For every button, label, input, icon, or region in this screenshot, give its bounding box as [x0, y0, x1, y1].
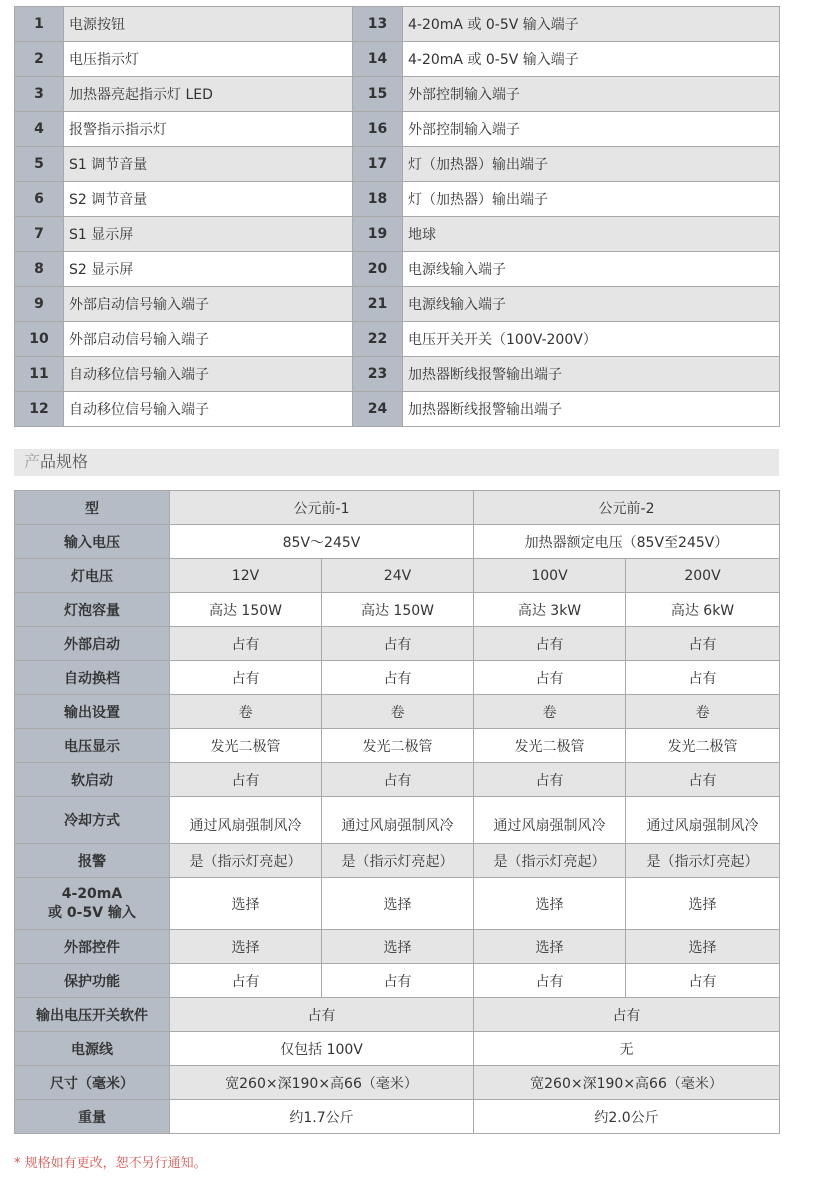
- terminal-row: [15, 7, 780, 42]
- terminal-row: [15, 252, 780, 287]
- spec-value: 占有: [322, 964, 474, 998]
- spec-value: 85V～245V: [170, 525, 474, 559]
- spec-label: 保护功能: [15, 964, 170, 998]
- spec-label: [15, 878, 170, 930]
- spec-row-external-start: [15, 627, 780, 661]
- spec-row-bulb-capacity: [15, 593, 780, 627]
- spec-value: 公元前-2: [474, 491, 780, 525]
- spec-value: 100V: [474, 559, 626, 593]
- spec-label: 尺寸（毫米）: [15, 1066, 170, 1100]
- spec-value: 公元前-1: [170, 491, 474, 525]
- terminal-description: 加热器断线报警输出端子: [403, 392, 780, 427]
- spec-label: 软启动: [15, 763, 170, 797]
- terminal-number: 7: [15, 217, 64, 252]
- terminal-row: [15, 42, 780, 77]
- spec-row-weight: [15, 1100, 780, 1134]
- terminal-description: 外部启动信号输入端子: [64, 287, 353, 322]
- terminal-number: 11: [15, 357, 64, 392]
- terminal-description: 4-20mA 或 0-5V 输入端子: [403, 42, 780, 77]
- spec-value: 占有: [626, 964, 780, 998]
- terminal-description: 电源线输入端子: [403, 252, 780, 287]
- spec-label: 型: [15, 491, 170, 525]
- spec-row-protection: [15, 964, 780, 998]
- spec-value: 是（指示灯亮起）: [322, 844, 474, 878]
- terminal-description: 报警指示指示灯: [64, 112, 353, 147]
- spec-label: 输入电压: [15, 525, 170, 559]
- spec-value: 通过风扇强制风冷: [474, 797, 626, 844]
- terminal-row: [15, 392, 780, 427]
- terminal-description: S2 显示屏: [64, 252, 353, 287]
- terminal-description: 电压指示灯: [64, 42, 353, 77]
- spec-value: 24V: [322, 559, 474, 593]
- terminal-row: [15, 112, 780, 147]
- spec-value: 发光二极管: [322, 729, 474, 763]
- spec-value: 选择: [170, 930, 322, 964]
- spec-row-external-control: [15, 930, 780, 964]
- spec-value: 是（指示灯亮起）: [170, 844, 322, 878]
- spec-value: 高达 3kW: [474, 593, 626, 627]
- spec-row-lamp-voltage: [15, 559, 780, 593]
- terminal-number: 1: [15, 7, 64, 42]
- terminal-number: 13: [353, 7, 403, 42]
- terminal-description: 灯（加热器）输出端子: [403, 147, 780, 182]
- terminal-description: 外部控制输入端子: [403, 112, 780, 147]
- spec-value: 发光二极管: [170, 729, 322, 763]
- spec-row-output-switch: [15, 998, 780, 1032]
- spec-row-model: [15, 491, 780, 525]
- terminal-description: 电源按钮: [64, 7, 353, 42]
- spec-value: 占有: [322, 763, 474, 797]
- terminal-number: 21: [353, 287, 403, 322]
- spec-label: 冷却方式: [15, 797, 170, 844]
- spec-value: 200V: [626, 559, 780, 593]
- spec-row-size: [15, 1066, 780, 1100]
- terminal-row: [15, 77, 780, 112]
- spec-value: 加热器额定电压（85V至245V）: [474, 525, 780, 559]
- spec-value: 宽260×深190×高66（毫米）: [170, 1066, 474, 1100]
- spec-row-input-voltage: [15, 525, 780, 559]
- spec-value: 占有: [626, 661, 780, 695]
- spec-value: 约1.7公斤: [170, 1100, 474, 1134]
- terminal-number: 14: [353, 42, 403, 77]
- spec-value: 卷: [170, 695, 322, 729]
- spec-value: 占有: [474, 998, 780, 1032]
- spec-label: 外部启动: [15, 627, 170, 661]
- terminal-description: 4-20mA 或 0-5V 输入端子: [403, 7, 780, 42]
- spec-value: 占有: [626, 763, 780, 797]
- spec-value: 是（指示灯亮起）: [626, 844, 780, 878]
- terminal-description: 加热器断线报警输出端子: [403, 357, 780, 392]
- spec-value: 占有: [474, 661, 626, 695]
- spec-row-cooling: [15, 797, 780, 844]
- spec-row-analog-input: [15, 878, 780, 930]
- spec-value: 卷: [626, 695, 780, 729]
- spec-value: 占有: [170, 998, 474, 1032]
- spec-value: 选择: [322, 930, 474, 964]
- spec-row-auto-shift: [15, 661, 780, 695]
- terminal-description: S2 调节音量: [64, 182, 353, 217]
- section-header-specifications: 产品规格: [14, 449, 779, 476]
- terminal-row: [15, 182, 780, 217]
- spec-value: 占有: [170, 661, 322, 695]
- spec-label-line: 4-20mA: [61, 885, 123, 902]
- spec-value: 占有: [322, 661, 474, 695]
- terminal-number: 9: [15, 287, 64, 322]
- terminal-description: 外部控制输入端子: [403, 77, 780, 112]
- terminal-description: 自动移位信号输入端子: [64, 357, 353, 392]
- terminal-description: 加热器亮起指示灯 LED: [64, 77, 353, 112]
- terminal-number: 22: [353, 322, 403, 357]
- spec-value: 占有: [626, 627, 780, 661]
- spec-value: 选择: [322, 878, 474, 930]
- terminal-list-table: [14, 6, 780, 427]
- spec-label: 输出电压开关软件: [15, 998, 170, 1032]
- spec-row-output-setting: [15, 695, 780, 729]
- spec-value: 通过风扇强制风冷: [626, 797, 780, 844]
- spec-value: 12V: [170, 559, 322, 593]
- spec-value: 高达 6kW: [626, 593, 780, 627]
- spec-label: 输出设置: [15, 695, 170, 729]
- spec-value: 发光二极管: [474, 729, 626, 763]
- spec-value: 约2.0公斤: [474, 1100, 780, 1134]
- terminal-description: 自动移位信号输入端子: [64, 392, 353, 427]
- spec-value: 通过风扇强制风冷: [322, 797, 474, 844]
- spec-value: 选择: [474, 930, 626, 964]
- spec-row-alarm: [15, 844, 780, 878]
- spec-label: 灯电压: [15, 559, 170, 593]
- terminal-row: [15, 357, 780, 392]
- terminal-number: 20: [353, 252, 403, 287]
- spec-label: 报警: [15, 844, 170, 878]
- terminal-row: [15, 147, 780, 182]
- spec-value: 通过风扇强制风冷: [170, 797, 322, 844]
- terminal-row: [15, 217, 780, 252]
- spec-value: 选择: [626, 878, 780, 930]
- spec-value: 卷: [474, 695, 626, 729]
- terminal-number: 17: [353, 147, 403, 182]
- terminal-description: S1 调节音量: [64, 147, 353, 182]
- spec-label: 灯泡容量: [15, 593, 170, 627]
- spec-value: 仅包括 100V: [170, 1032, 474, 1066]
- spec-label: 电压显示: [15, 729, 170, 763]
- terminal-description: S1 显示屏: [64, 217, 353, 252]
- spec-label-line: 或 0-5V 输入: [48, 904, 136, 921]
- spec-value: 卷: [322, 695, 474, 729]
- terminal-number: 12: [15, 392, 64, 427]
- terminal-number: 8: [15, 252, 64, 287]
- terminal-description: 地球: [403, 217, 780, 252]
- spec-value: 占有: [170, 763, 322, 797]
- spec-label: 重量: [15, 1100, 170, 1134]
- terminal-number: 10: [15, 322, 64, 357]
- terminal-number: 24: [353, 392, 403, 427]
- spec-value: 占有: [474, 964, 626, 998]
- terminal-number: 3: [15, 77, 64, 112]
- terminal-row: [15, 287, 780, 322]
- spec-value: 选择: [626, 930, 780, 964]
- spec-value: 占有: [322, 627, 474, 661]
- spec-value: 是（指示灯亮起）: [474, 844, 626, 878]
- terminal-number: 16: [353, 112, 403, 147]
- spec-value: 占有: [474, 763, 626, 797]
- spec-row-soft-start: [15, 763, 780, 797]
- spec-value: 选择: [474, 878, 626, 930]
- spec-value: 无: [474, 1032, 780, 1066]
- spec-row-power-cord: [15, 1032, 780, 1066]
- spec-label: 电源线: [15, 1032, 170, 1066]
- terminal-description: 电压开关开关（100V-200V）: [403, 322, 780, 357]
- terminal-number: 6: [15, 182, 64, 217]
- spec-value: 高达 150W: [322, 593, 474, 627]
- terminal-number: 5: [15, 147, 64, 182]
- terminal-number: 19: [353, 217, 403, 252]
- footnote: * 规格如有更改，恕不另行通知。: [14, 1156, 207, 1171]
- terminal-number: 2: [15, 42, 64, 77]
- terminal-number: 15: [353, 77, 403, 112]
- terminal-description: 外部启动信号输入端子: [64, 322, 353, 357]
- spec-value: 占有: [170, 964, 322, 998]
- terminal-description: 灯（加热器）输出端子: [403, 182, 780, 217]
- terminal-number: 18: [353, 182, 403, 217]
- terminal-number: 23: [353, 357, 403, 392]
- spec-row-voltage-display: [15, 729, 780, 763]
- spec-value: 占有: [170, 627, 322, 661]
- spec-label: 外部控件: [15, 930, 170, 964]
- terminal-description: 电源线输入端子: [403, 287, 780, 322]
- spec-value: 发光二极管: [626, 729, 780, 763]
- spec-value: 高达 150W: [170, 593, 322, 627]
- spec-value: 占有: [474, 627, 626, 661]
- spec-value: 选择: [170, 878, 322, 930]
- specifications-table: [14, 490, 780, 1134]
- spec-value: 宽260×深190×高66（毫米）: [474, 1066, 780, 1100]
- terminal-number: 4: [15, 112, 64, 147]
- terminal-row: [15, 322, 780, 357]
- spec-label: 自动换档: [15, 661, 170, 695]
